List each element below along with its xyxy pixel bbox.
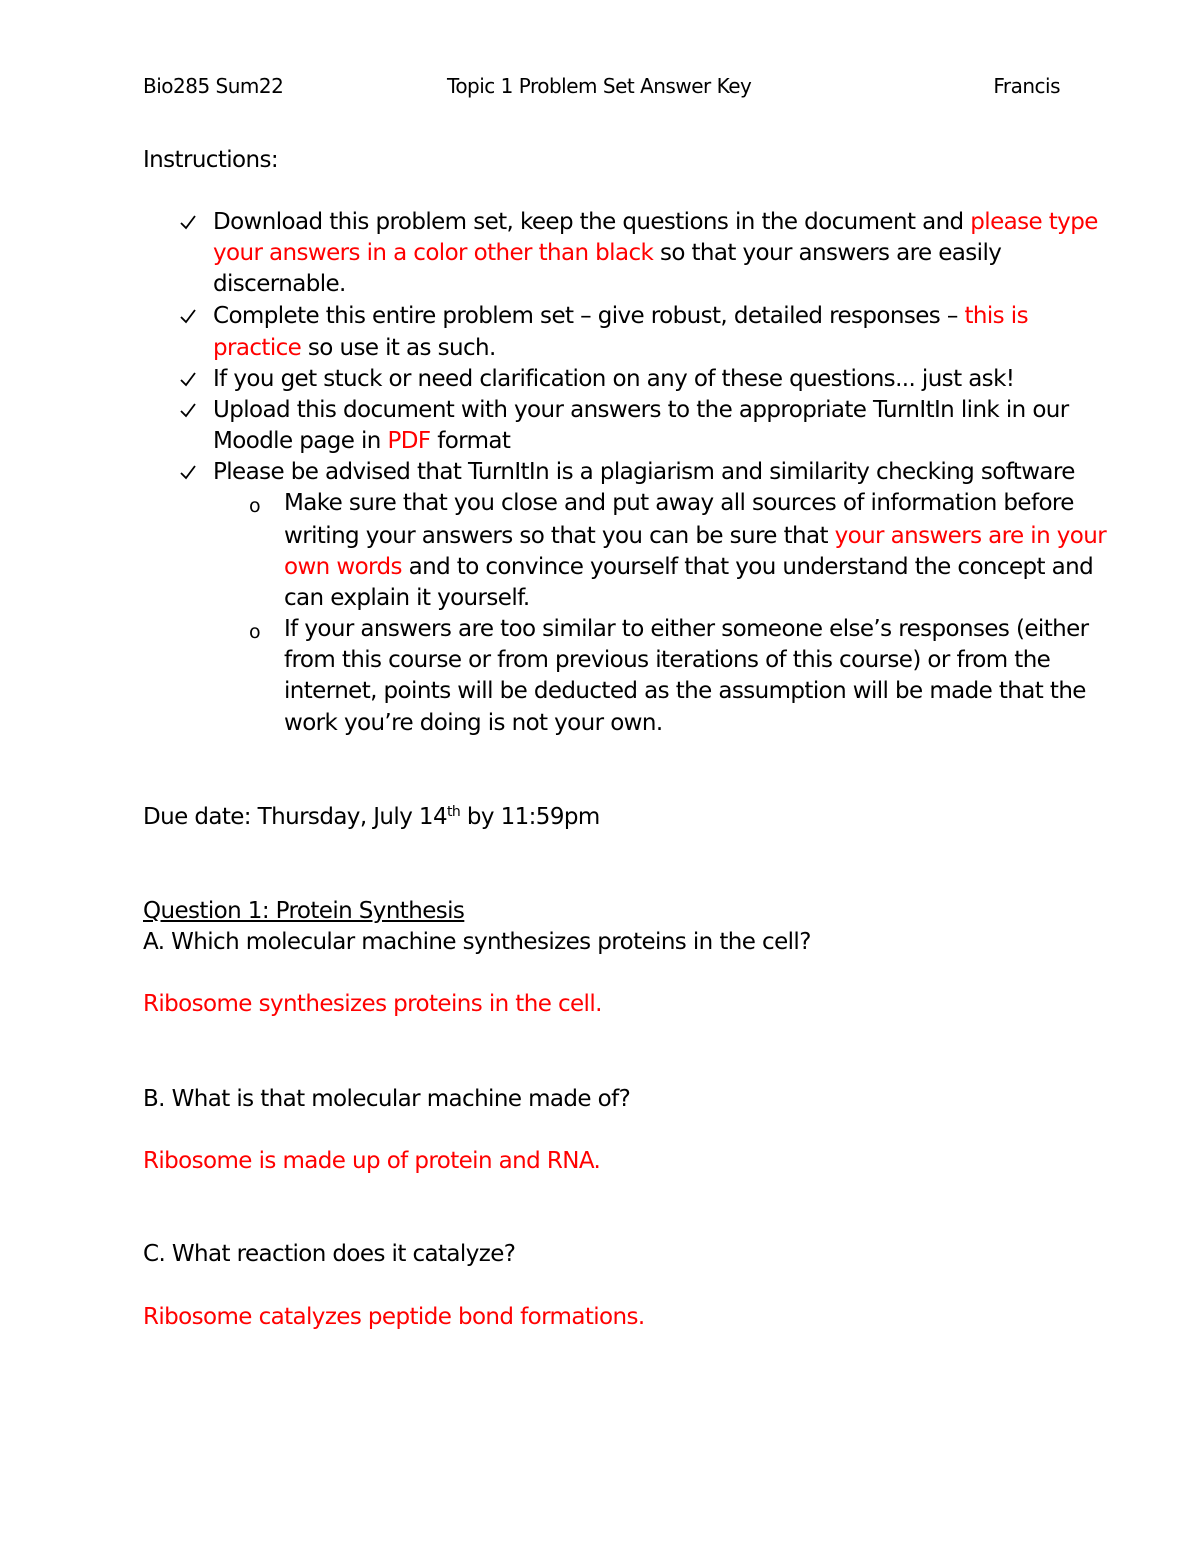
highlight-text: your answers are in your xyxy=(834,523,1107,549)
bullet-text: Download this problem set, keep the questions in the document and xyxy=(213,209,971,235)
sub-bullet-1-line-2 xyxy=(284,522,1106,550)
bullet-text: so use it as such. xyxy=(301,335,496,361)
answer-1c: Ribosome catalyzes peptide bond formations. xyxy=(143,1304,645,1330)
sub-bullet-2-line-1: If your answers are too similar to either someone else’s responses (either xyxy=(284,616,1089,642)
check-icon xyxy=(178,400,198,420)
bullet-4-line-2 xyxy=(213,427,510,455)
bullet-4-line-1: Upload this document with your answers to the appropriate TurnItIn link in our xyxy=(213,397,1069,423)
bullet-1-line-1 xyxy=(213,208,1098,236)
sub-bullet-2-line-2: from this course or from previous iterations of this course) or from the xyxy=(284,647,1051,673)
check-icon xyxy=(178,462,198,482)
bullet-text: and to convince yourself that you understand the concept and xyxy=(401,554,1094,580)
check-icon xyxy=(178,212,198,232)
check-icon xyxy=(178,306,198,326)
highlight-text: your answers in a color other than black xyxy=(213,240,654,266)
highlight-text: own words xyxy=(284,554,402,580)
header-course: Bio285 Sum22 xyxy=(143,74,284,98)
question-1a: A. Which molecular machine synthesizes proteins in the cell? xyxy=(143,929,811,955)
instructions-label: Instructions: xyxy=(143,147,279,173)
sub-bullet-1-line-3 xyxy=(284,553,1093,581)
question-1c: C. What reaction does it catalyze? xyxy=(143,1241,516,1267)
bullet-1-line-3: discernable. xyxy=(213,271,346,297)
due-date-prefix: Due date: Thursday, July 14 xyxy=(143,804,447,830)
highlight-text: practice xyxy=(213,335,302,361)
sub-bullet-1-line-1: Make sure that you close and put away all sources of information before xyxy=(284,490,1074,516)
due-date-superscript: th xyxy=(446,804,461,820)
highlight-text: please type xyxy=(970,209,1098,235)
answer-1b: Ribosome is made up of protein and RNA. xyxy=(143,1148,601,1174)
question-1b: B. What is that molecular machine made of? xyxy=(143,1086,631,1112)
bullet-text: format xyxy=(430,428,511,454)
page-header xyxy=(143,74,1060,102)
bullet-2-line-1 xyxy=(213,302,1028,330)
highlight-text: PDF xyxy=(387,428,431,454)
bullet-2-line-2 xyxy=(213,334,496,362)
header-author: Francis xyxy=(993,74,1060,98)
sub-bullet-2-line-4: work you’re doing is not your own. xyxy=(284,710,663,736)
circle-bullet: o xyxy=(249,621,261,643)
check-icon xyxy=(178,369,198,389)
due-date xyxy=(143,803,600,831)
answer-1a: Ribosome synthesizes proteins in the cell. xyxy=(143,991,602,1017)
bullet-5-line-1: Please be advised that TurnItIn is a plagiarism and similarity checking software xyxy=(213,459,1075,485)
bullet-3-line-1: If you get stuck or need clarification on any of these questions... just ask! xyxy=(213,366,1015,392)
bullet-1-line-2 xyxy=(213,239,1001,267)
highlight-text: this is xyxy=(964,303,1028,329)
header-title: Topic 1 Problem Set Answer Key xyxy=(447,74,752,98)
due-date-suffix: by 11:59pm xyxy=(460,804,600,830)
bullet-text: Moodle page in xyxy=(213,428,388,454)
question-1-title: Question 1: Protein Synthesis xyxy=(143,898,465,924)
sub-bullet-1-line-4: can explain it yourself. xyxy=(284,585,530,611)
bullet-text: writing your answers so that you can be sure that xyxy=(284,523,835,549)
bullet-text: so that your answers are easily xyxy=(653,240,1002,266)
circle-bullet: o xyxy=(249,495,261,517)
sub-bullet-2-line-3: internet, points will be deducted as the assumption will be made that the xyxy=(284,678,1086,704)
bullet-text: Complete this entire problem set – give robust, detailed responses – xyxy=(213,303,965,329)
